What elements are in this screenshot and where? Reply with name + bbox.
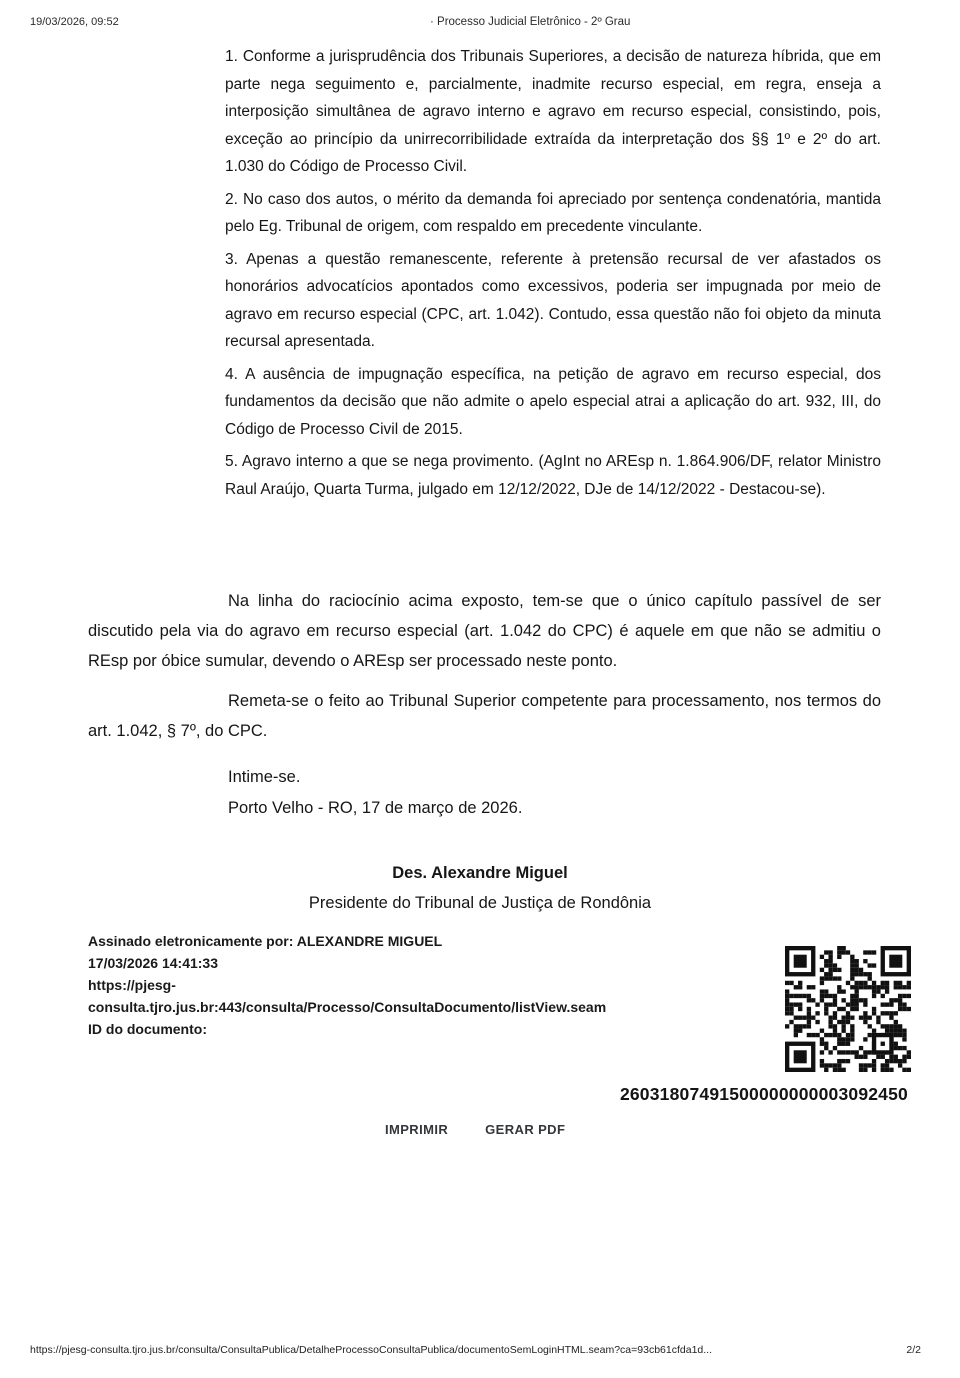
signer-role: Presidente do Tribunal de Justiça de Rondônia: [308, 894, 652, 912]
signature-url-line-1: https://pjesg-: [88, 977, 176, 993]
document-id-value: 26031807491500000000003092450: [619, 1084, 908, 1104]
body-paragraph-1: Na linha do raciocínio acima exposto, tem-se que o único capítulo passível de ser discutido pela via do agravo em recurso especial (art. 1.042 do CPC) é aquele em que não se admitiu o REsp por óbice sumular, devendo o AREsp ser processado neste ponto.: [88, 592, 881, 670]
signed-at-line: 17/03/2026 14:41:33: [88, 955, 218, 971]
body-paragraph-4: Porto Velho - RO, 17 de março de 2026.: [228, 799, 523, 817]
qr-code: [785, 946, 911, 1072]
quote-paragraph-3: 3. Apenas a questão remanescente, referente à pretensão recursal de ver afastados os honorários advocatícios apontados como excessivos, poderia ser impugnada por meio de agravo em recurso especial (CPC, art. 1.042). Contudo, essa questão não foi objeto da minuta recursal apresentada.: [225, 250, 881, 350]
footer-page-number: 2/2: [906, 1344, 921, 1356]
body-paragraph-3: Intime-se.: [228, 768, 301, 786]
header-datetime: 19/03/2026, 09:52: [30, 16, 119, 28]
print-button[interactable]: IMPRIMIR: [385, 1122, 449, 1137]
document-id-label: ID do documento:: [88, 1021, 207, 1037]
action-bar: [385, 1120, 565, 1139]
generate-pdf-button[interactable]: GERAR PDF: [485, 1122, 566, 1137]
footer-url: https://pjesg-consulta.tjro.jus.br/consulta/ConsultaPublica/DetalheProcessoConsultaPublica/documentoSemLoginHTML.seam?ca=93cb61cfda1d...: [30, 1344, 713, 1356]
signature-url-line-2: consulta.tjro.jus.br:443/consulta/Processo/ConsultaDocumento/listView.seam: [88, 999, 607, 1015]
quote-paragraph-4: 4. A ausência de impugnação específica, na petição de agravo em recurso especial, dos fundamentos da decisão que não admite o apelo especial atrai a aplicação do art. 932, III, do Código de Processo Civil de 2015.: [225, 365, 881, 438]
citation-block: [225, 43, 881, 508]
signer-identity: [0, 858, 960, 918]
quote-paragraph-2: 2. No caso dos autos, o mérito da demanda foi apreciado por sentença condenatória, mantida pelo Eg. Tribunal de origem, com respaldo em precedente vinculante.: [225, 190, 881, 235]
signed-by-line: Assinado eletronicamente por: ALEXANDRE MIGUEL: [88, 933, 443, 949]
header-title: · Processo Judicial Eletrônico - 2º Grau: [430, 16, 631, 28]
body-paragraph-2: Remeta-se o feito ao Tribunal Superior competente para processamento, nos termos do art. 1.042, § 7º, do CPC.: [88, 692, 881, 740]
signature-details: [88, 930, 708, 1040]
decision-body: [88, 586, 881, 823]
quote-paragraph-5: 5. Agravo interno a que se nega provimento. (AgInt no AREsp n. 1.864.906/DF, relator Ministro Raul Araújo, Quarta Turma, julgado em 12/12/2022, DJe de 14/12/2022 - Destacou-se).: [225, 453, 881, 498]
quote-paragraph-1: 1. Conforme a jurisprudência dos Tribunais Superiores, a decisão de natureza híbrida, que em parte nega seguimento e, parcialmente, inadmite recurso especial, em regra, enseja a interposição simultânea de agravo interno e agravo em recurso especial, consistindo, pois, exceção ao princípio da unirrecorribilidade extraída da interpretação dos §§ 1º e 2º do art. 1.030 do Código de Processo Civil.: [225, 48, 881, 175]
signer-name: Des. Alexandre Miguel: [392, 864, 568, 882]
